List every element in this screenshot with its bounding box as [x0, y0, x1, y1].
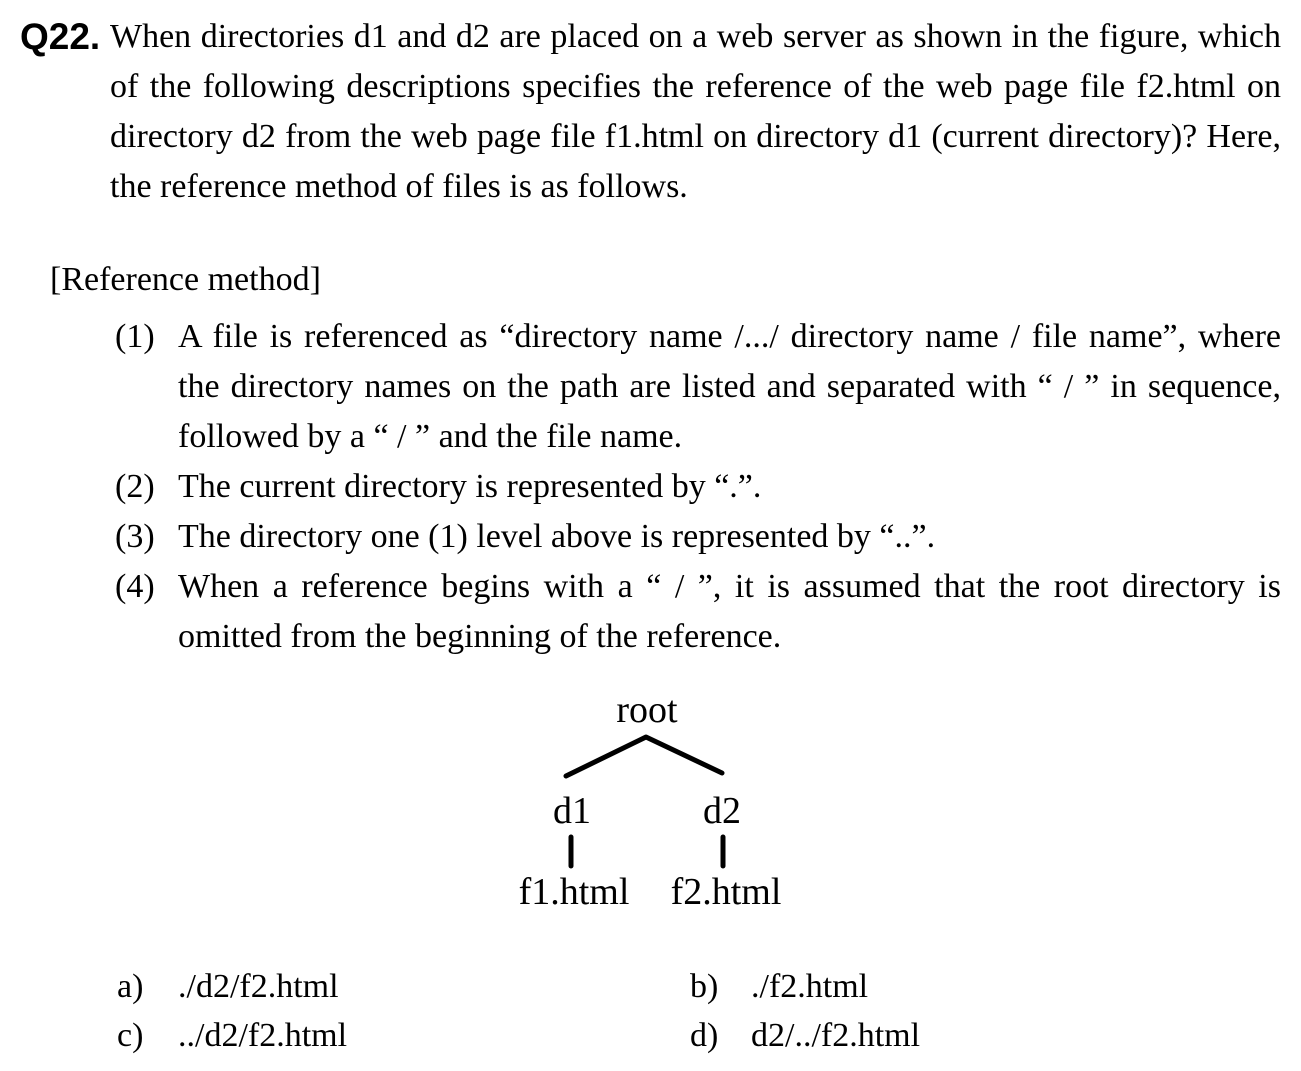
item-2-text: The current directory is represented by “.”. [178, 468, 762, 505]
answer-options [0, 962, 1281, 1060]
option-b [690, 962, 868, 1011]
tree-file-f2-label: f2.html [670, 871, 782, 913]
item-3-number: (3) [115, 518, 155, 555]
option-c-text: ../d2/f2.html [178, 1017, 348, 1054]
option-a-text: ./d2/f2.html [178, 968, 339, 1005]
reference-method-item-1 [0, 312, 1281, 462]
item-3-text: The directory one (1) level above is represented by “..”. [178, 518, 936, 555]
item-1-number: (1) [115, 318, 155, 355]
reference-method-item-3 [0, 512, 1281, 562]
option-b-text: ./f2.html [751, 968, 869, 1005]
option-d-text: d2/../f2.html [751, 1017, 921, 1054]
reference-method-item-4 [0, 562, 1281, 662]
reference-method-heading: [Reference method] [50, 261, 321, 298]
option-a-letter: a) [117, 968, 144, 1005]
question-block [0, 12, 1281, 212]
question-text: When directories d1 and d2 are placed on a web server as shown in the figure, which of the following descriptions specifies the reference of the web page file f2.html on directory d2 from the web page file f1.html on directory d1 (current directory)? Here, the reference method of files is as follows. [110, 18, 1281, 205]
question-number: Q22. [20, 16, 101, 57]
tree-dir-d1-label: d1 [553, 790, 591, 832]
item-4-text: When a reference begins with a “ / ”, it is assumed that the root directory is omitted from the beginning of the reference. [178, 568, 1281, 655]
option-d-letter: d) [690, 1017, 719, 1054]
option-a [117, 962, 690, 1011]
tree-root-label: root [616, 689, 678, 731]
item-4-number: (4) [115, 568, 155, 605]
options-row-2 [117, 1011, 1281, 1060]
item-2-number: (2) [115, 468, 155, 505]
reference-method-item-2 [0, 462, 1281, 512]
option-d [690, 1011, 920, 1060]
option-b-letter: b) [690, 968, 719, 1005]
option-c [117, 1011, 690, 1060]
tree-dir-d2-label: d2 [703, 790, 741, 832]
directory-tree-figure [400, 670, 900, 920]
item-1-text: A file is referenced as “directory name /.../ directory name / file name”, where the directory names on the path are listed and separated with “ / ” in sequence, followed by a “ / ” and the file name. [178, 318, 1281, 455]
reference-method-list [0, 312, 1281, 662]
tree-root-branches [566, 737, 722, 776]
option-c-letter: c) [117, 1017, 144, 1054]
tree-file-f1-label: f1.html [518, 871, 630, 913]
options-row-1 [117, 962, 1281, 1011]
